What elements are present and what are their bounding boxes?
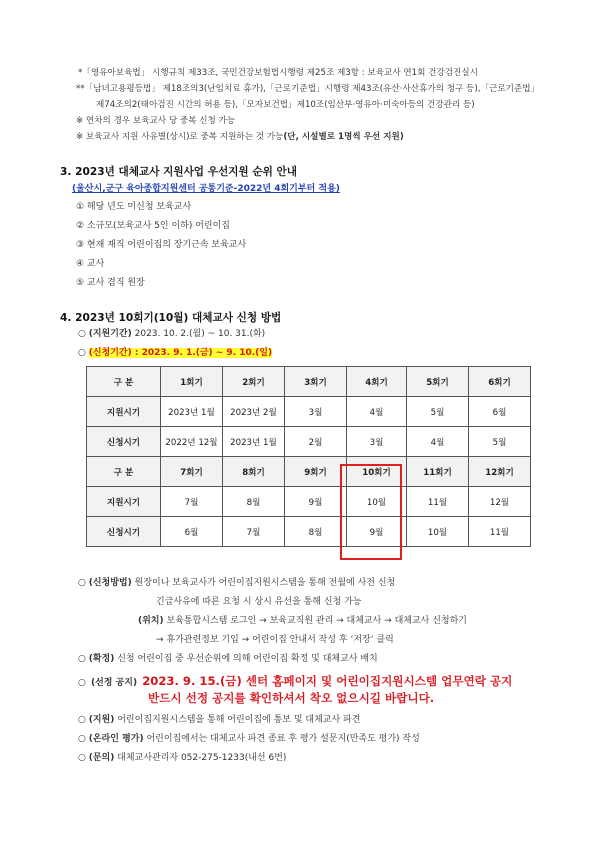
- apply-cell: 4월: [407, 427, 469, 457]
- contact-label: (문의): [88, 753, 115, 763]
- section4-title: 4. 2023년 10회기(10월) 대체교사 신청 방법: [60, 312, 282, 324]
- method-line-2: 긴급사유에 따른 요청 시 상시 유선을 통해 신청 가능: [156, 597, 362, 607]
- round-cell: 3회기: [285, 367, 347, 397]
- apply-cell: 3월: [347, 427, 407, 457]
- method-line-1: [78, 577, 395, 590]
- support-period-value: 2023. 10. 2.(월) ~ 10. 31.(화): [134, 329, 266, 339]
- footnote-3: 제74조의2(태아검진 시간의 허용 등),「모자보건법」제10조(임산부·영유아·미숙아등의 건강관리 등): [96, 100, 475, 110]
- priority-item-1: ① 해당 년도 미신청 보육교사: [76, 202, 192, 212]
- header-cell: 구 분: [87, 457, 161, 487]
- confirm-line: [78, 653, 378, 666]
- apply-period: [78, 347, 272, 360]
- support-text: 어린이집지원시스템을 통해 어린이집에 통보 및 대체교사 파견: [117, 715, 361, 725]
- bullet-circle-icon: ○: [78, 348, 86, 358]
- round-cell: 8회기: [223, 457, 285, 487]
- support-cell: 11월: [407, 487, 469, 517]
- priority-item-4: ④ 교사: [76, 259, 105, 269]
- footnote-5-text: ※ 보육교사 지원 사유별(상시)로 중복 지원하는 것 가능: [76, 132, 284, 142]
- round-cell: 1회기: [161, 367, 223, 397]
- priority-item-5: ⑤ 교사 겸직 원장: [76, 278, 145, 288]
- footnote-5-bold: (단, 시설별로 1명씩 우선 지원): [283, 132, 404, 142]
- section3-subtitle: (울산시,군구 육아종합지원센터 공통기준-2022년 4회기부터 적용): [72, 184, 340, 194]
- apply-cell: 6월: [161, 517, 223, 547]
- support-line: [78, 714, 360, 727]
- table-row: [87, 397, 531, 427]
- announce-line-2: 반드시 선정 공지를 확인하셔서 착오 없으시길 바랍니다.: [148, 691, 435, 705]
- method-text-1: 원장이나 보육교사가 어린이집지원시스템을 통해 전월에 사전 신청: [134, 578, 396, 588]
- contact-text: 대체교사관리자 052-275-1233(내선 6번): [117, 753, 287, 763]
- support-period: [78, 328, 265, 341]
- section3-title: 3. 2023년 대체교사 지원사업 우선지원 순위 안내: [60, 166, 297, 178]
- bullet-circle-icon: ○: [78, 654, 86, 664]
- round-cell: 4회기: [347, 367, 407, 397]
- round-cell: 2회기: [223, 367, 285, 397]
- priority-item-3: ③ 현재 재직 어린이집의 장기근속 보육교사: [76, 240, 247, 250]
- support-cell: 5월: [407, 397, 469, 427]
- support-cell: 10월: [347, 487, 407, 517]
- apply-cell: 9월: [347, 517, 407, 547]
- header-cell: 구 분: [87, 367, 161, 397]
- apply-period-label: (신청기간) : 2023. 9. 1.(금) ~ 9. 10.(일): [88, 348, 273, 358]
- row-label-cell: 지원시기: [87, 487, 161, 517]
- apply-cell: 7월: [223, 517, 285, 547]
- support-cell: 7월: [161, 487, 223, 517]
- location-text-1: 보육통합시스템 로그인 → 보육교직원 관리 → 대체교사 → 대체교사 신청하기: [166, 616, 467, 626]
- round-cell: 9회기: [285, 457, 347, 487]
- table-row: [87, 517, 531, 547]
- schedule-table: [86, 366, 531, 547]
- bullet-circle-icon: ○: [78, 578, 86, 588]
- row-label-cell: 신청시기: [87, 427, 161, 457]
- bullet-circle-icon: ○: [78, 753, 86, 763]
- round-cell: 5회기: [407, 367, 469, 397]
- footnote-5: [76, 131, 404, 143]
- table-row: [87, 367, 531, 397]
- method-label: (신청방법): [88, 578, 132, 588]
- contact-line: [78, 752, 286, 765]
- support-cell: 2023년 1월: [161, 397, 223, 427]
- round-cell: 12회기: [469, 457, 531, 487]
- table-row: [87, 487, 531, 517]
- bullet-circle-icon: ○: [78, 734, 86, 744]
- bullet-circle-icon: ○: [78, 329, 86, 339]
- support-cell: 9월: [285, 487, 347, 517]
- apply-cell: 10월: [407, 517, 469, 547]
- apply-cell: 2월: [285, 427, 347, 457]
- round-cell: 6회기: [469, 367, 531, 397]
- apply-cell: 5월: [469, 427, 531, 457]
- apply-cell: 8월: [285, 517, 347, 547]
- support-cell: 8월: [223, 487, 285, 517]
- announce-text-1: 2023. 9. 15.(금) 센터 홈페이지 및 어린이집지원시스템 업무연락 공지: [142, 674, 513, 688]
- online-eval-line: [78, 733, 420, 746]
- support-cell: 12월: [469, 487, 531, 517]
- support-cell: 6월: [469, 397, 531, 427]
- round-cell: 11회기: [407, 457, 469, 487]
- footnote-2: **「남녀고용평등법」 제18조의3(난임치료 휴가),「근로기준법」시행령 제43조(유산·사산휴가의 청구 등),「근로기준법」: [76, 84, 540, 94]
- support-label: (지원): [88, 715, 115, 725]
- priority-item-2: ② 소규모(보육교사 5인 이하) 어린이집: [76, 221, 230, 231]
- table-row: [87, 457, 531, 487]
- apply-cell: 2023년 1월: [223, 427, 285, 457]
- support-cell: 2023년 2월: [223, 397, 285, 427]
- footnote-4: ※ 연차의 경우 보육교사 당 중복 신청 가능: [76, 116, 236, 126]
- announce-label: (선정 공지): [90, 678, 138, 688]
- online-eval-text: 어린이집에서는 대체교사 파견 종료 후 평가 설문지(만족도 평가) 작성: [146, 734, 420, 744]
- row-label-cell: 지원시기: [87, 397, 161, 427]
- bullet-circle-icon: ○: [78, 678, 86, 688]
- location-line-1: [138, 615, 467, 628]
- support-cell: 3월: [285, 397, 347, 427]
- table-row: [87, 427, 531, 457]
- location-label: (위치): [138, 616, 164, 626]
- support-cell: 4월: [347, 397, 407, 427]
- bullet-circle-icon: ○: [78, 715, 86, 725]
- confirm-label: (확정): [88, 654, 115, 664]
- confirm-text: 신청 어린이집 중 우선순위에 의해 어린이집 확정 및 대체교사 배치: [117, 654, 378, 664]
- location-line-2: → 휴가관련정보 기입 → 어린이집 안내서 작성 후 ‘저장’ 클릭: [156, 635, 394, 645]
- footnote-1: *「영유아보육법」 시행규칙 제33조, 국민건강보험법시행령 제25조 제3항 : 보육교사 연1회 건강검진실시: [78, 68, 478, 78]
- support-period-label: (지원기간): [88, 329, 132, 339]
- apply-cell: 11월: [469, 517, 531, 547]
- announce-line-1: [78, 670, 512, 690]
- round-cell: 7회기: [161, 457, 223, 487]
- round-cell: 10회기: [347, 457, 407, 487]
- apply-cell: 2022년 12월: [161, 427, 223, 457]
- online-eval-label: (온라인 평가): [88, 734, 144, 744]
- row-label-cell: 신청시기: [87, 517, 161, 547]
